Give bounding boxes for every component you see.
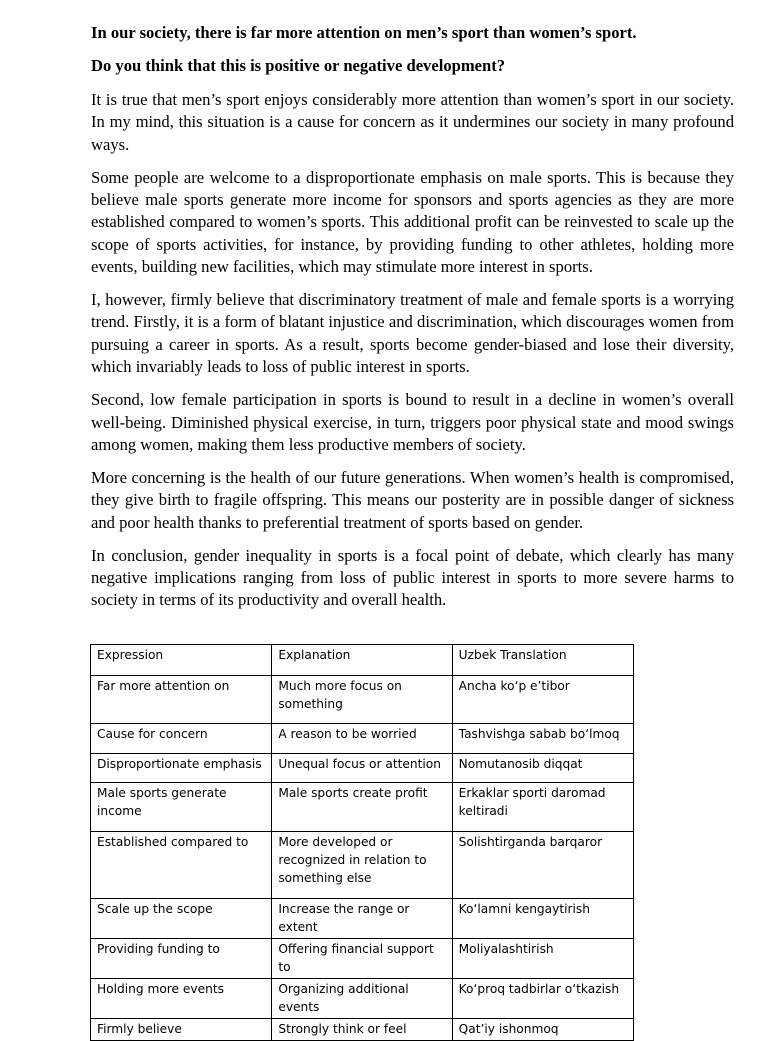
explanation-cell: Organizing additional events — [272, 979, 452, 1019]
explanation-cell: Offering financial support to — [272, 939, 452, 979]
expression-cell: Providing funding to — [91, 939, 272, 979]
expression-cell: Holding more events — [91, 979, 272, 1019]
translation-cell: Solishtirganda barqaror — [452, 832, 633, 899]
header-expression: Expression — [91, 645, 272, 676]
table-row — [91, 832, 634, 899]
explanation-cell: A reason to be worried — [272, 724, 452, 754]
table-row — [91, 899, 634, 939]
header-uzbek-translation: Uzbek Translation — [452, 645, 633, 676]
table-row — [91, 754, 634, 783]
table-row — [91, 724, 634, 754]
essay-paragraph-conclusion: In conclusion, gender inequality in sports is a focal point of debate, which clearly has many negative implications ranging from loss of public interest in sports to more severe harms to society in terms of its productivity and overall health. — [91, 545, 734, 610]
table-row — [91, 1019, 634, 1041]
table-row — [91, 939, 634, 979]
translation-cell: Erkaklar sporti daromad keltiradi — [452, 783, 633, 832]
translation-cell: Moliyalashtirish — [452, 939, 633, 979]
translation-cell: Nomutanosib diqqat — [452, 754, 633, 783]
translation-cell: Tashvishga sabab bo‘lmoq — [452, 724, 633, 754]
table-header-row — [91, 645, 634, 676]
table-row — [91, 676, 634, 724]
expression-cell: Far more attention on — [91, 676, 272, 724]
translation-cell: Ancha ko‘p e’tibor — [452, 676, 633, 724]
vocabulary-table — [90, 644, 634, 1041]
essay-question: In our society, there is far more attention on men’s sport than women’s sport. — [91, 23, 637, 42]
translation-cell: Ko‘lamni kengaytirish — [452, 899, 633, 939]
essay-paragraph-body-1: I, however, firmly believe that discriminatory treatment of male and female sports is a worrying trend. Firstly, it is a form of blatant injustice and discrimination, which discourages women from pursuing a career in sports. As a result, sports become gender-biased and lose their diversity, which invariably leads to loss of public interest in sports. — [91, 290, 734, 377]
explanation-cell: Much more focus on something — [272, 676, 452, 724]
explanation-cell: More developed or recognized in relation to something else — [272, 832, 452, 899]
essay-paragraph-body-2: Second, low female participation in sports is bound to result in a decline in women’s overall well-being. Diminished physical exercise, in turn, triggers poor physical state and mood swings among women, making them less productive members of society. — [91, 390, 734, 454]
expression-cell: Disproportionate emphasis — [91, 754, 272, 783]
essay-paragraph-body-3: More concerning is the health of our future generations. When women’s health is compromised, they give birth to fragile offspring. This means our posterity are in possible danger of sickness and poor health thanks to preferential treatment of sports based on gender. — [91, 467, 734, 532]
expression-cell: Firmly believe — [91, 1019, 272, 1041]
essay-paragraph-opposing-view: Some people are welcome to a disproportionate emphasis on male sports. This is because they believe male sports generate more income for sponsors and sports agencies as they are more established compared to women’s sports. This additional profit can be reinvested to scale up the scope of sports activities, for instance, by providing funding to other athletes, holding more events, building new facilities, which may stimulate more interest in sports. — [91, 167, 734, 277]
essay-question-prompt: Do you think that this is positive or negative development? — [91, 56, 506, 76]
essay — [91, 22, 734, 622]
explanation-cell: Strongly think or feel — [272, 1019, 452, 1041]
explanation-cell: Increase the range or extent — [272, 899, 452, 939]
table-row — [91, 979, 634, 1019]
table-row — [91, 783, 634, 832]
expression-cell: Established compared to — [91, 832, 272, 899]
expression-cell: Cause for concern — [91, 724, 272, 754]
translation-cell: Ko‘proq tadbirlar o‘tkazish — [452, 979, 633, 1019]
expression-cell: Male sports generate income — [91, 783, 272, 832]
header-explanation: Explanation — [272, 645, 452, 676]
explanation-cell: Unequal focus or attention — [272, 754, 452, 783]
translation-cell: Qat’iy ishonmoq — [452, 1019, 633, 1041]
expression-cell: Scale up the scope — [91, 899, 272, 939]
explanation-cell: Male sports create profit — [272, 783, 452, 832]
essay-paragraph-introduction: It is true that men’s sport enjoys considerably more attention than women’s sport in our society. In my mind, this situation is a cause for concern as it undermines our society in many profound ways. — [91, 89, 734, 154]
